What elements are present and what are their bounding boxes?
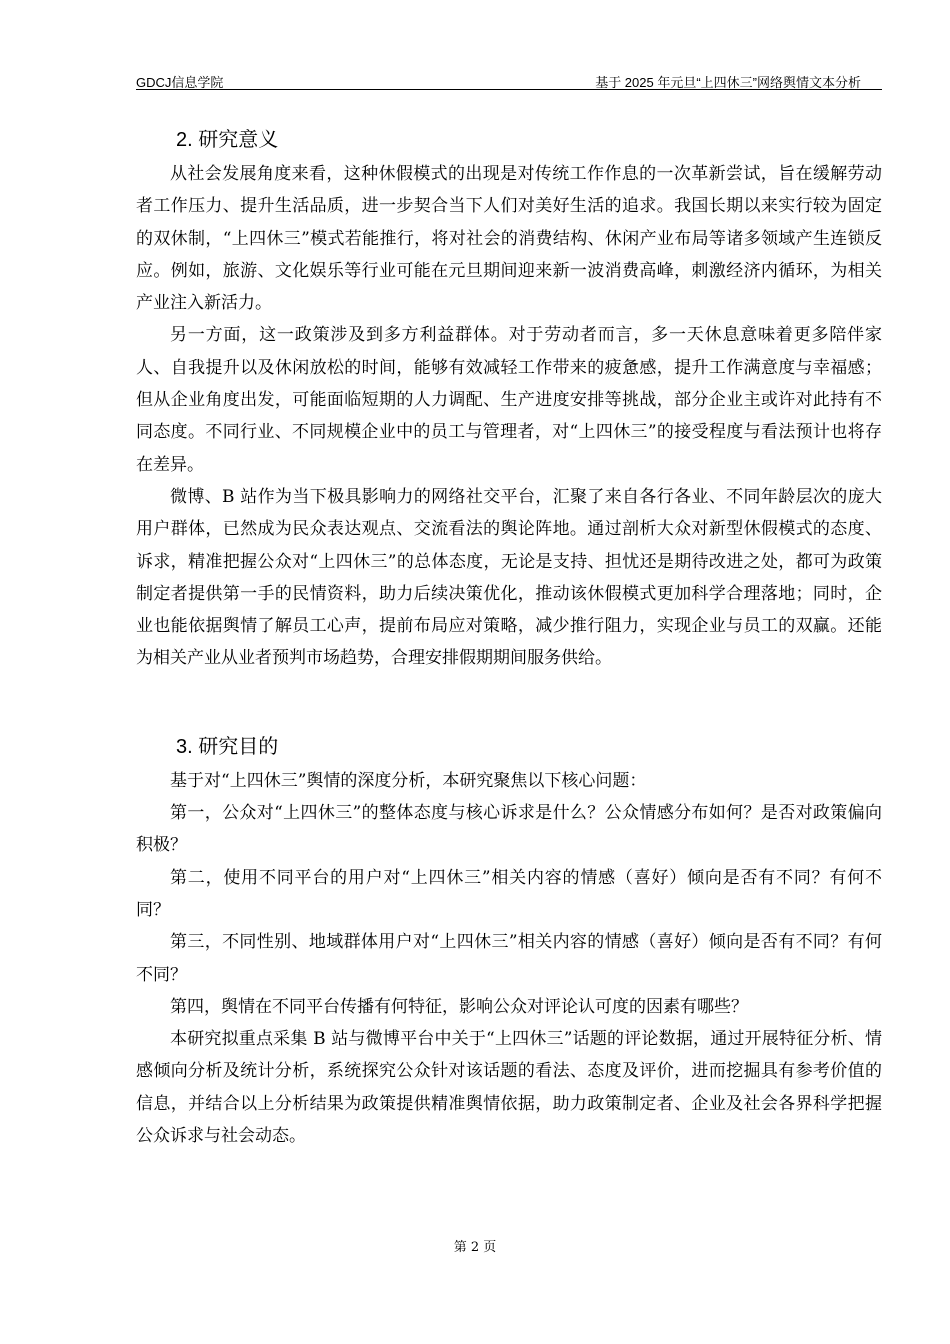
document-body: [136, 118, 882, 1152]
paragraph: 从社会发展角度来看，这种休假模式的出现是对传统工作作息的一次革新尝试，旨在缓解劳动者工作压力、提升生活品质，进一步契合当下人们对美好生活的追求。我国长期以来实行较为固定的双休制，“上四休三”模式若能推行，将对社会的消费结构、休闲产业布局等诸多领域产生连锁反应。例如，旅游、文化娱乐等行业可能在元旦期间迎来新一波消费高峰，刺激经济内循环，为相关产业注入新活力。: [136, 164, 882, 314]
header-title: 基于 2025 年元旦“上四休三”网络舆情文本分析: [595, 75, 861, 90]
header-divider: [136, 89, 882, 90]
paragraph: 第三，不同性别、地域群体用户对“上四休三”相关内容的情感（喜好）倾向是否有不同？有何不同？: [136, 932, 882, 985]
section-heading-purpose: 3. 研究目的: [176, 735, 279, 758]
paragraph: 第四，舆情在不同平台传播有何特征，影响公众对评论认可度的因素有哪些？: [170, 996, 748, 1017]
paragraph: 第二，使用不同平台的用户对“上四休三”相关内容的情感（喜好）倾向是否有不同？有何不同？: [136, 867, 882, 920]
paragraph: 微博、B 站作为当下极具影响力的网络社交平台，汇聚了来自各行各业、不同年龄层次的庞大用户群体，已然成为民众表达观点、交流看法的舆论阵地。通过剖析大众对新型休假模式的态度、诉求，精准把握公众对“上四休三”的总体态度，无论是支持、担忧还是期待改进之处，都可为政策制定者提供第一手的民情资料，助力后续决策优化，推动该休假模式更加科学合理落地；同时，企业也能依据舆情了解员工心声，提前布局应对策略，减少推行阻力，实现企业与员工的双赢。还能为相关产业从业者预判市场趋势，合理安排假期期间服务供给。: [136, 486, 882, 669]
section-heading-significance: 2. 研究意义: [176, 129, 279, 151]
paragraph: 第一，公众对“上四休三”的整体态度与核心诉求是什么？公众情感分布如何？是否对政策偏向积极？: [136, 803, 882, 856]
paragraph: 本研究拟重点采集 B 站与微博平台中关于“上四休三”话题的评论数据，通过开展特征分析、情感倾向分析及统计分析，系统探究公众针对该话题的看法、态度及评价，进而挖掘具有参考价值的信息，并结合以上分析结果为政策提供精准舆情依据，助力政策制定者、企业及社会各界科学把握公众诉求与社会动态。: [136, 1029, 882, 1147]
page-number: 第 2 页: [453, 1240, 497, 1255]
paragraph: 另一方面，这一政策涉及到多方利益群体。对于劳动者而言，多一天休息意味着更多陪伴家人、自我提升以及休闲放松的时间，能够有效减轻工作带来的疲惫感，提升工作满意度与幸福感；但从企业角度出发，可能面临短期的人力调配、生产进度安排等挑战，部分企业主或许对此持有不同态度。不同行业、不同规模企业中的员工与管理者，对“上四休三”的接受程度与看法预计也将存在差异。: [136, 325, 882, 475]
paragraph: 基于对“上四休三”舆情的深度分析，本研究聚焦以下核心问题：: [170, 770, 647, 791]
header-institution: GDCJ信息学院: [136, 75, 224, 90]
